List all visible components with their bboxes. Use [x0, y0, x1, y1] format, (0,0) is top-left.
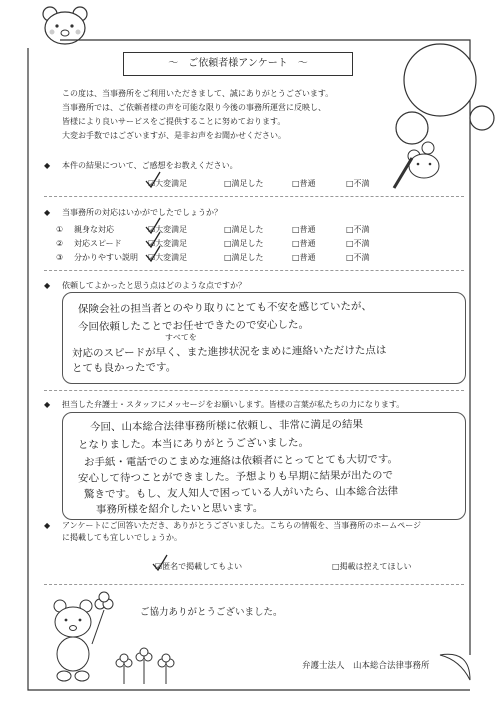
q5-bullet: ◆ — [44, 521, 51, 530]
q3-answer-line: とても良かったです。 — [71, 361, 177, 375]
q1-bullet: ◆ — [44, 161, 51, 170]
q2-row2-very-satisfied[interactable]: ☑大変満足 — [148, 239, 188, 248]
q2-row3-very-satisfied[interactable]: ☑大変満足 — [148, 253, 188, 262]
q4-answer-line: お手紙・電話でのこまめな連絡は依頼者にとってとても大切です。 — [83, 453, 399, 469]
q2-row1-very-satisfied[interactable]: ☑大変満足 — [148, 225, 188, 234]
q4-label: 担当した弁護士・スタッフにメッセージをお願いします。皆様の言葉が私たちの力になります。 — [62, 400, 405, 409]
q1-option-dissatisfied[interactable]: □不満 — [346, 179, 370, 188]
survey-title: ～ ご依頼者様アンケート ～ — [123, 52, 353, 76]
q5-option-decline[interactable]: □掲載は控えてほしい — [332, 562, 412, 571]
q2-row-item: 対応スピード — [74, 239, 122, 248]
q4-answer-line: 驚きです。もし、友人知人で困っている人がいたら、山本総合法律 — [83, 485, 399, 501]
q3-bullet: ◆ — [44, 281, 51, 290]
q1-option-satisfied[interactable]: □満足した — [224, 179, 264, 188]
thanks-message: ご協力ありがとうございました。 — [140, 607, 283, 618]
q2-label: 当事務所の対応はいかがでしたでしょうか？ — [62, 208, 222, 217]
intro-line: 皆様により良いサービスをご提供することに努めております。 — [62, 117, 286, 126]
q4-answer-line: 安心して待つことができました。予想よりも早期に結果が出たので — [77, 469, 394, 485]
q3-answer-line: 今回依頼したことでお任せできたので安心した。 — [77, 318, 310, 334]
q2-row1-satisfied[interactable]: □満足した — [224, 225, 264, 234]
q2-row-num: ② — [56, 239, 64, 248]
q2-row1-normal[interactable]: □普通 — [292, 225, 316, 234]
q2-row3-dissatisfied[interactable]: □不満 — [346, 253, 370, 262]
q2-row1-dissatisfied[interactable]: □不満 — [346, 225, 370, 234]
q3-answer-line: 保険会社の担当者とのやり取りにとても不安を感じていたが、 — [77, 300, 373, 316]
q2-row2-normal[interactable]: □普通 — [292, 239, 316, 248]
q5-label-line2: に掲載しても宜しいでしょうか。 — [62, 533, 182, 542]
q4-answer-line: 今回、山本総合法律事務所様に依頼し、非常に満足の結果 — [89, 418, 364, 434]
q5-option-anonymous-ok[interactable]: ☑匿名で掲載してもよい — [155, 562, 243, 571]
q4-answer-line: 事務所様を紹介したいと思います。 — [95, 502, 264, 516]
intro-line: 当事務所では、ご依頼者様の声を可能な限り今後の事務所運営に反映し、 — [62, 103, 326, 112]
intro-line: この度は、当事務所をご利用いただきまして、誠にありがとうございます。 — [62, 89, 334, 98]
q2-row-item: 分かりやすい説明 — [74, 253, 138, 262]
q1-option-normal[interactable]: □普通 — [292, 179, 316, 188]
q4-answer-line: となりました。本当にありがとうございました。 — [77, 436, 310, 452]
q3-label: 依頼してよかったと思う点はどのような点ですか？ — [62, 281, 246, 290]
q1-label: 本件の結果について、ご感想をお教えください。 — [62, 161, 238, 170]
q2-row3-normal[interactable]: □普通 — [292, 253, 316, 262]
q3-answer-line: 対応のスピードが早く、また進捗状況をまめに連絡いただけた点は — [71, 344, 387, 360]
q2-row-num: ① — [56, 225, 64, 234]
q2-row3-satisfied[interactable]: □満足した — [224, 253, 264, 262]
intro-line: 大変お手数ではございますが、是非お声をお聞かせください。 — [62, 131, 286, 140]
q5-label-line1: アンケートにご回答いただき、ありがとうございました。こちらの情報を、当事務所のホームページ — [62, 521, 422, 530]
q2-row-item: 親身な対応 — [74, 225, 114, 234]
q2-bullet: ◆ — [44, 208, 51, 217]
q3-insertion: すべてを — [164, 332, 197, 343]
q2-row2-dissatisfied[interactable]: □不満 — [346, 239, 370, 248]
q2-row-num: ③ — [56, 253, 64, 262]
q4-bullet: ◆ — [44, 400, 51, 409]
firm-name: 弁護士法人 山本総合法律事務所 — [302, 661, 430, 671]
q2-row2-satisfied[interactable]: □満足した — [224, 239, 264, 248]
q1-option-very-satisfied[interactable]: ☑大変満足 — [148, 179, 188, 188]
